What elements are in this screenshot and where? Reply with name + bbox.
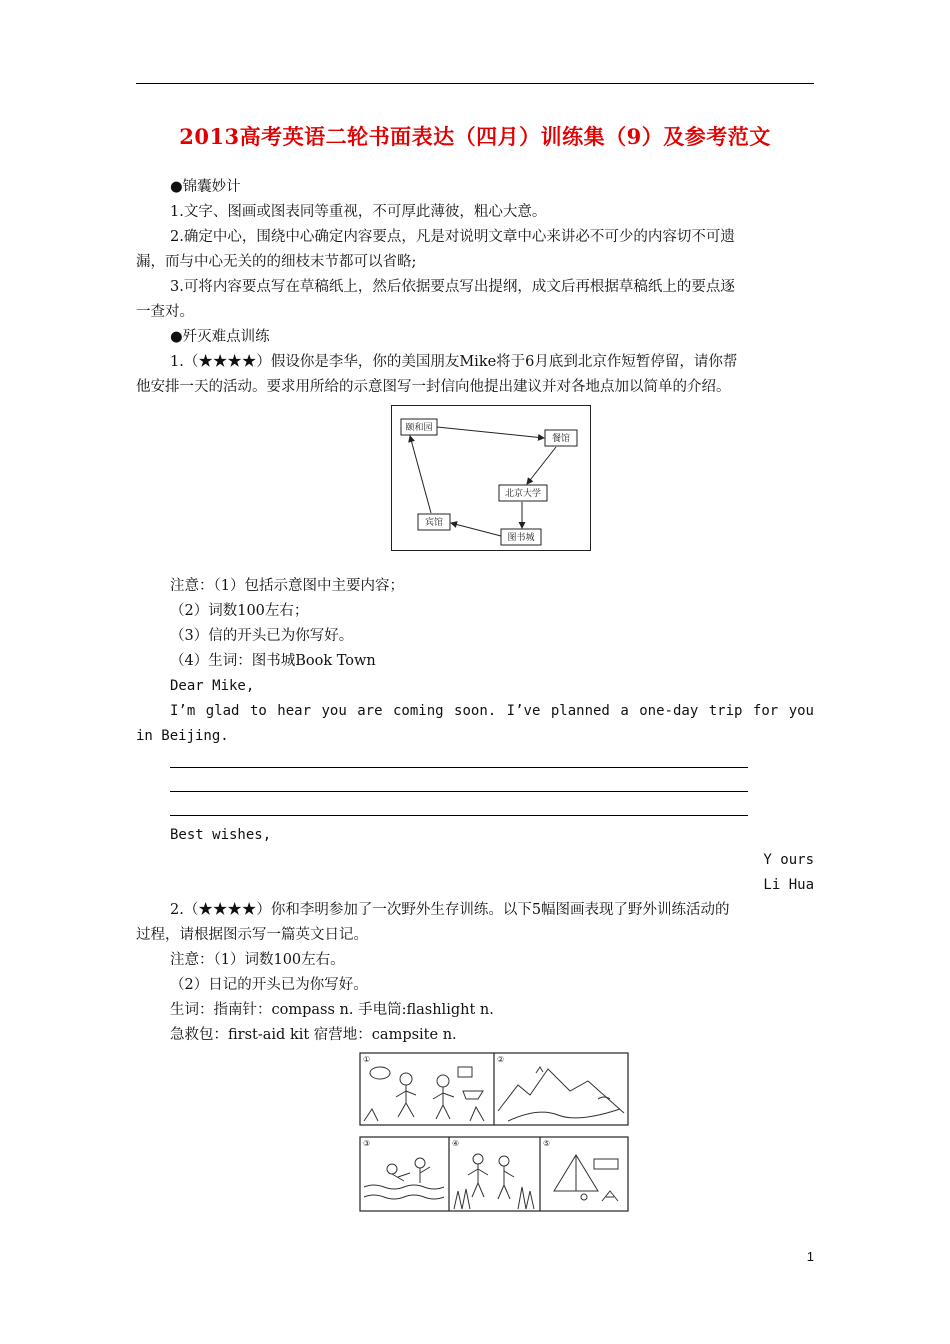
word: you [788, 703, 814, 719]
tip-2-line-1: 2.确定中心，围绕中心确定内容要点，凡是对说明文章中心来讲必不可少的内容切不可遗 [170, 229, 735, 245]
q2-note-2: （2）日记的开头已为你写好。 [170, 977, 368, 993]
word: I’ve [506, 703, 541, 719]
letter-salutation: Dear Mike, [170, 678, 255, 694]
q2-vocab-1: 生词：指南针：compass n. 手电筒:flashlight n. [170, 1002, 494, 1018]
tip-3-line-1: 3.可将内容要点写在草稿纸上，然后依据要点写出提纲，成文后再根据草稿纸上的要点逐 [170, 279, 735, 295]
training-heading: ●歼灭难点训练 [170, 329, 270, 345]
panel-3-drawing [364, 1158, 444, 1199]
letter-signature: Li Hua [763, 877, 814, 893]
q1-note-2: （2）词数100左右； [170, 603, 309, 619]
q2-vocab-2: 急救包：first-aid kit 宿营地：campsite n. [170, 1027, 457, 1043]
route-diagram [391, 405, 591, 551]
panel-4-drawing [454, 1154, 534, 1209]
page-title: 2013高考英语二轮书面表达（四月）训练集（9）及参考范文 [179, 124, 771, 149]
word: to [249, 703, 267, 719]
panel-2-drawing [498, 1067, 624, 1121]
answer-line [170, 791, 748, 792]
panel-number: ② [497, 1055, 505, 1064]
panel-number: ⑤ [543, 1139, 551, 1148]
page-number: 1 [806, 1249, 814, 1264]
word: planned [550, 703, 610, 719]
word: hear [277, 703, 311, 719]
comic-panels [358, 1051, 630, 1213]
panel-5-drawing [554, 1155, 618, 1201]
letter-opening-line-2: in Beijing. [136, 728, 229, 744]
letter-opening-line-1 [170, 701, 814, 721]
node-yiheyuan: 颐和园 [405, 423, 433, 433]
q2-note-1: 注意：（1）词数100左右。 [170, 952, 345, 968]
q2-line-2: 过程，请根据图示写一篇英文日记。 [136, 927, 368, 943]
word: you [321, 703, 347, 719]
q1-note-1: 注意：（1）包括示意图中主要内容； [170, 578, 404, 594]
answer-line [170, 767, 748, 768]
node-tushucheng: 图书城 [507, 533, 535, 543]
word: a [620, 703, 629, 719]
top-rule [136, 83, 814, 84]
panel-number: ① [363, 1055, 371, 1064]
word: coming [393, 703, 444, 719]
tips-heading: ●锦囊妙计 [170, 179, 241, 195]
panel-1-drawing [364, 1067, 484, 1121]
word: one-day [639, 703, 699, 719]
q2-line-1: 2.（★★★★）你和李明参加了一次野外生存训练。以下5幅图画表现了野外训练活动的 [170, 902, 730, 918]
q1-note-4: （4）生词：图书城Book Town [170, 653, 376, 669]
word: trip [708, 703, 743, 719]
word: glad [205, 703, 240, 719]
q1-note-3: （3）信的开头已为你写好。 [170, 628, 354, 644]
letter-closing: Best wishes, [170, 827, 272, 843]
word: for [752, 703, 779, 719]
node-binguan: 宾馆 [424, 518, 444, 528]
panel-number: ③ [363, 1139, 371, 1148]
word: soon. [454, 703, 497, 719]
word: I’m [170, 703, 196, 719]
q1-line-2: 他安排一天的活动。要求用所给的示意图写一封信向他提出建议并对各地点加以简单的介绍。 [136, 379, 731, 395]
tip-1: 1.文字、图画或图表同等重视，不可厚此薄彼，粗心大意。 [170, 204, 547, 220]
node-canguan: 餐馆 [551, 434, 571, 444]
word: are [357, 703, 383, 719]
panel-number: ④ [452, 1139, 460, 1148]
q1-line-1: 1.（★★★★）假设你是李华，你的美国朋友Mike将于6月底到北京作短暂停留，请你帮 [170, 354, 738, 370]
answer-line [170, 815, 748, 816]
tip-3-line-2: 一查对。 [136, 304, 194, 320]
tip-2-line-2: 漏，而与中心无关的的细枝末节都可以省略; [136, 254, 417, 270]
letter-yours: Y ours [763, 852, 814, 868]
node-beida: 北京大学 [504, 489, 542, 499]
